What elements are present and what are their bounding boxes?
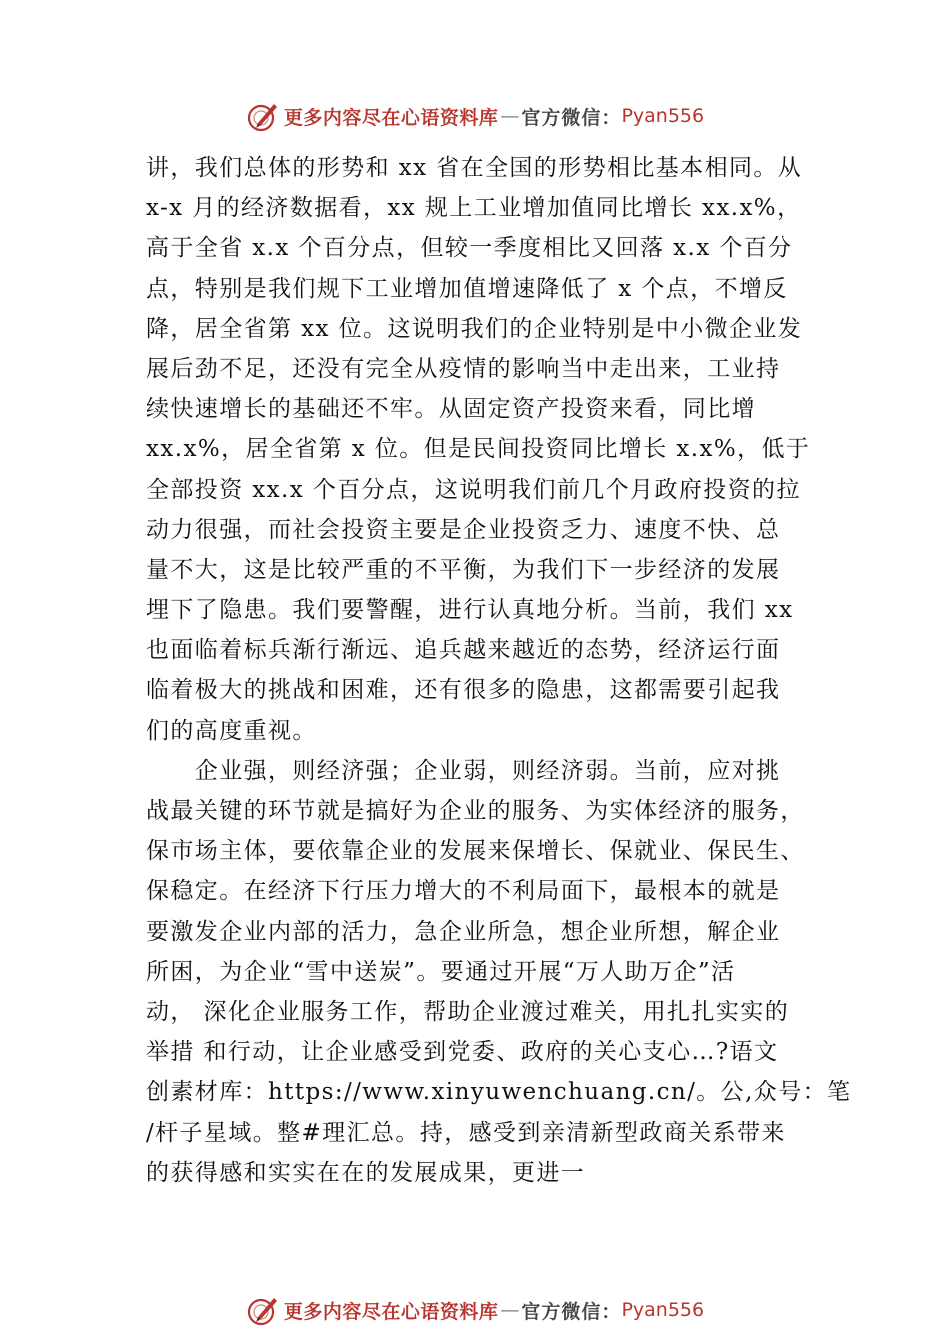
text-line: 动力很强，而社会投资主要是企业投资乏力、速度不快、总 [146, 516, 781, 543]
text-line: 续快速增长的基础还不牢。从固定资产投资来看，同比增 [146, 396, 756, 423]
text-line: 全部投资 xx.x 个百分点，这说明我们前几个月政府投资的拉 [146, 476, 801, 503]
text-line: 战最关键的环节就是搞好为企业的服务、为实体经济的服务， [146, 798, 805, 824]
quill-pen-seal-icon [246, 99, 280, 133]
text-line: /杆子星域。整#理汇总。持，感受到亲清新型政商关系带来 [146, 1119, 786, 1146]
text-line: 们的高度重视。 [146, 717, 317, 744]
text-line: xx.x%，居全省第 x 位。但是民间投资同比增长 x.x%，低于 [146, 436, 811, 463]
text-line: 也面临着标兵渐行渐远、追兵越来越近的态势，经济运行面 [146, 637, 781, 664]
text-line: 点，特别是我们规下工业增加值增速降低了 x 个点，不增反 [146, 275, 788, 302]
text-line: 保稳定。在经济下行压力增大的不利局面下，最根本的就是 [146, 878, 781, 905]
text-line: 企业强，则经济强；企业弱，则经济弱。当前，应对挑 [146, 757, 781, 784]
watermark-account-id: Pyan556 [621, 1299, 705, 1321]
watermark-dash: — [500, 105, 520, 127]
footer-banner [0, 1290, 950, 1330]
watermark-dash: — [500, 1299, 520, 1321]
text-line: 降，居全省第 xx 位。这说明我们的企业特别是中小微企业发 [146, 315, 803, 342]
header-banner [0, 96, 950, 136]
text-line: 创素材库：https://www.xinyuwenchuang.cn/。公,众号：笔 [146, 1079, 852, 1106]
text-line: 的获得感和实实在在的发展成果，更进一 [146, 1159, 586, 1186]
watermark-brand-text: 更多内容尽在心语资料库 [283, 106, 499, 129]
text-line: 举措 和行动，让企业感受到党委、政府的关心支心…?语文 [146, 1039, 779, 1066]
watermark-official-label: 官方微信： [521, 106, 622, 129]
text-line: 展后劲不足，还没有完全从疫情的影响当中走出来，工业持 [146, 355, 781, 382]
watermark-official-label: 官方微信： [521, 1300, 622, 1323]
text-line: 讲，我们总体的形势和 xx 省在全国的形势相比基本相同。从 [146, 155, 803, 181]
text-line: 要激发企业内部的活力，急企业所急，想企业所想，解企业 [146, 918, 781, 945]
text-line: 动， 深化企业服务工作，帮助企业渡过难关，用扎扎实实的 [146, 998, 790, 1025]
text-line: 高于全省 x.x 个百分点，但较一季度相比又回落 x.x 个百分 [146, 235, 793, 262]
text-line: 量不大，这是比较严重的不平衡，为我们下一步经济的发展 [146, 556, 781, 583]
text-line: x-x 月的经济数据看，xx 规上工业增加值同比增长 xx.x%， [146, 195, 802, 222]
watermark-account-id: Pyan556 [621, 105, 705, 127]
watermark-brand-text: 更多内容尽在心语资料库 [283, 1300, 499, 1323]
text-line: 保市场主体，要依靠企业的发展来保增长、保就业、保民生、 [146, 838, 805, 865]
text-line: 埋下了隐患。我们要警醒，进行认真地分析。当前，我们 xx [146, 597, 794, 624]
quill-pen-seal-icon [246, 1293, 280, 1327]
text-line: 临着极大的挑战和困难，还有很多的隐患，这都需要引起我 [146, 677, 781, 704]
text-line: 所困，为企业“雪中送炭”。要通过开展“万人助万企”活 [146, 958, 736, 985]
document-body [146, 148, 852, 1193]
